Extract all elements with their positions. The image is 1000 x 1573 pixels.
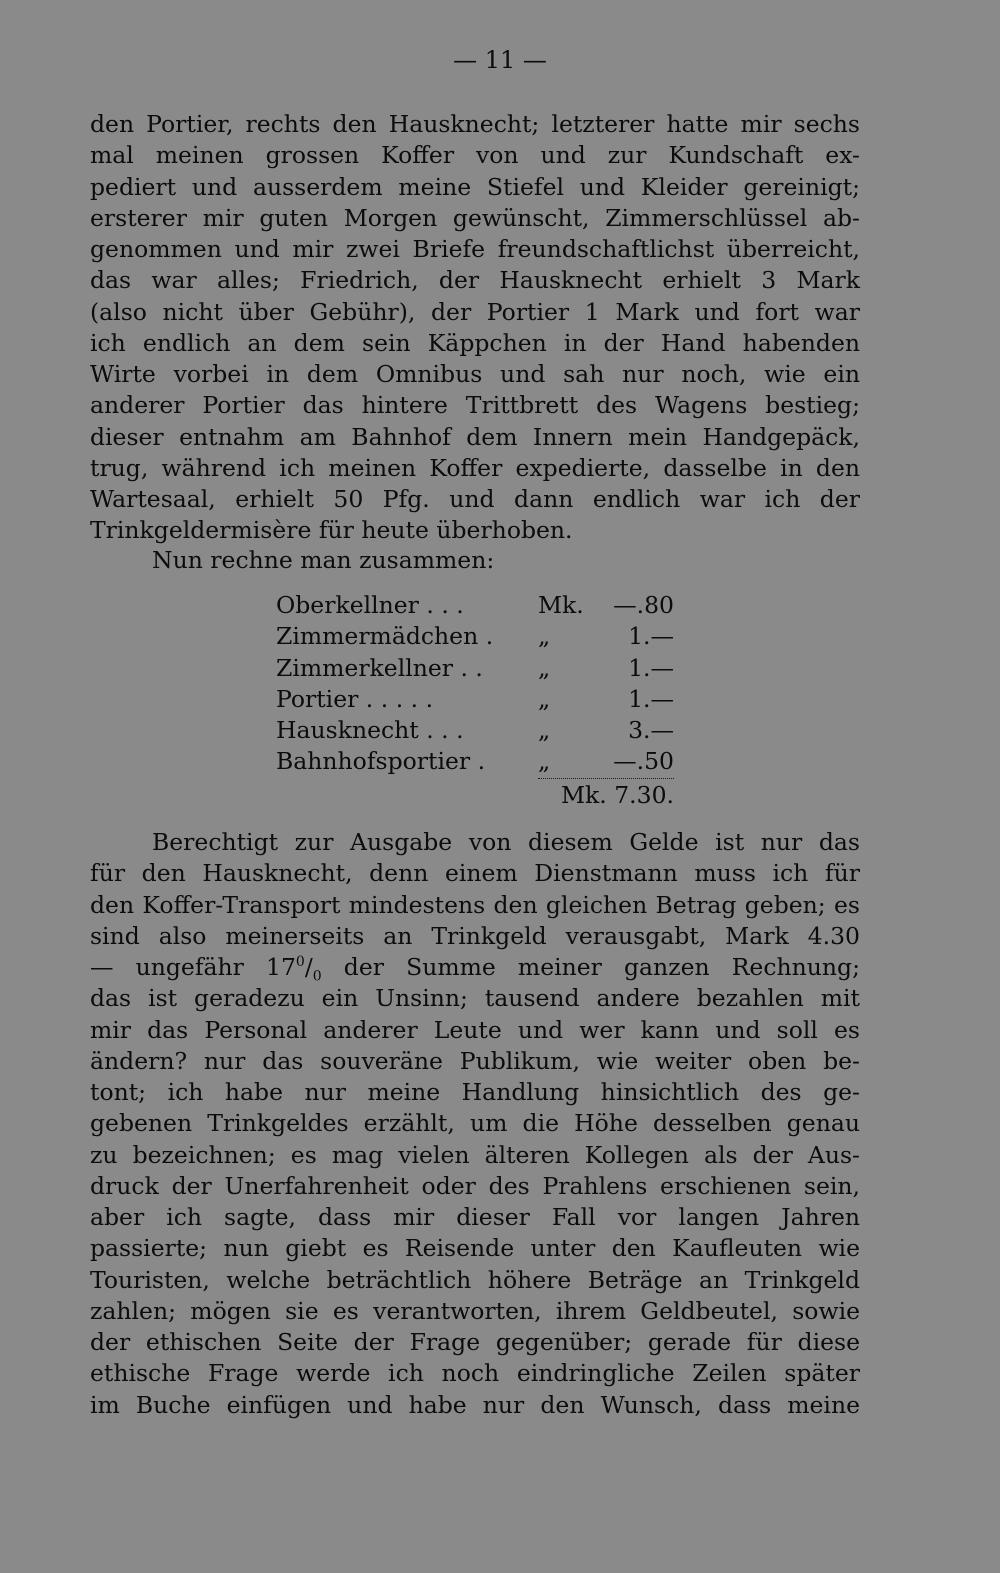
text-line: aber ich sagte, dass mir dieser Fall vor langen Jahren xyxy=(90,1203,860,1231)
tally-total-row xyxy=(276,778,696,814)
text-line: druck der Unerfahrenheit oder des Prahlens erschienen sein, xyxy=(90,1171,860,1200)
tally-row xyxy=(276,590,696,621)
text-line: zahlen; mögen sie es verantworten, ihrem Geldbeutel, sowie xyxy=(90,1296,860,1325)
text-line: Trinkgeldermisère für heute überhoben. xyxy=(90,516,573,545)
tally-amount: 1.— xyxy=(628,653,674,682)
tally-item: Bahnhofsportier . xyxy=(276,747,486,776)
text-line: mir das Personal anderer Leute und wer kann und soll es xyxy=(90,1015,860,1044)
paragraph-portier xyxy=(90,109,860,547)
tally-amount: 1.— xyxy=(628,622,674,651)
text-line: Wirte vorbei in dem Omnibus und sah nur noch, wie ein xyxy=(90,360,860,388)
text-line: ersterer mir guten Morgen gewünscht, Zimmerschlüssel ab- xyxy=(90,203,860,232)
tally-row xyxy=(276,653,696,684)
percent-slash: / xyxy=(304,953,313,981)
tally-row xyxy=(276,715,696,746)
tip-tally xyxy=(276,590,696,814)
text-line: ethische Frage werde ich noch eindringliche Zeilen später xyxy=(90,1359,860,1388)
text-line: (also nicht über Gebühr), der Portier 1 Mark und fort war xyxy=(90,297,860,326)
tally-item: Zimmerkellner . . xyxy=(276,653,483,682)
text-line: zu bezeichnen; es mag vielen älteren Kollegen als der Aus- xyxy=(90,1140,860,1169)
text-line: genommen und mir zwei Briefe freundschaftlichst überreicht, xyxy=(90,235,860,263)
text-line: Nun rechne man zusammen: xyxy=(152,546,495,574)
tally-item: Oberkellner . . . xyxy=(276,591,464,619)
text-line: Touristen, welche beträchtlich höhere Beträge an Trinkgeld xyxy=(90,1265,860,1294)
text-line: das ist geradezu ein Unsinn; tausend andere bezahlen mit xyxy=(90,984,860,1013)
percent-line-end: der Summe meiner ganzen Rechnung; xyxy=(321,953,860,981)
text-line: tont; ich habe nur meine Handlung hinsichtlich des ge- xyxy=(90,1078,860,1106)
paragraph-reflection xyxy=(90,827,860,1421)
text-line: Berechtigt zur Ausgabe von diesem Gelde ist nur das xyxy=(152,828,860,856)
tally-unit: Mk. xyxy=(538,591,584,619)
tally-amount: —.50 xyxy=(613,747,674,776)
tally-unit: „ xyxy=(538,653,551,682)
paragraph-sum-intro xyxy=(90,545,860,576)
percent-line-start: — ungefähr 17 xyxy=(90,953,296,981)
percent-sup: 0 xyxy=(295,954,305,971)
text-line: im Buche einfügen und habe nur den Wunsch, dass meine xyxy=(90,1390,860,1419)
tally-row xyxy=(276,621,696,652)
text-line: das war alles; Friedrich, der Hausknecht erhielt 3 Mark xyxy=(90,266,860,295)
sum-rule xyxy=(538,778,674,779)
text-line: den Koffer-Transport mindestens den gleichen Betrag geben; es xyxy=(90,890,860,919)
text-line: der ethischen Seite der Frage gegenüber; gerade für diese xyxy=(90,1328,860,1356)
text-line: mal meinen grossen Koffer von und zur Kundschaft ex- xyxy=(90,141,860,170)
text-line: ich endlich an dem sein Käppchen in der Hand habenden xyxy=(90,328,860,357)
text-line: gebenen Trinkgeldes erzählt, um die Höhe desselben genau xyxy=(90,1109,860,1138)
text-line: sind also meinerseits an Trinkgeld verausgabt, Mark 4.30 xyxy=(90,921,860,950)
percent-sub: 0 xyxy=(312,968,322,985)
text-line: trug, während ich meinen Koffer expedierte, dasselbe in den xyxy=(90,453,860,482)
text-line: für den Hausknecht, denn einem Dienstmann muss ich für xyxy=(90,859,860,888)
tally-total: Mk. 7.30. xyxy=(560,780,674,809)
tally-unit: „ xyxy=(538,747,551,776)
text-line: ändern? nur das souveräne Publikum, wie weiter oben be- xyxy=(90,1046,860,1075)
tally-item: Portier . . . . . xyxy=(276,684,434,713)
tally-row xyxy=(276,746,696,777)
tally-item: Zimmermädchen . xyxy=(276,622,494,651)
tally-unit: „ xyxy=(538,622,551,651)
tally-row xyxy=(276,684,696,715)
tally-amount: 3.— xyxy=(628,716,674,744)
tally-item: Hausknecht . . . xyxy=(276,716,464,744)
text-line: Wartesaal, erhielt 50 Pfg. und dann endlich war ich der xyxy=(90,485,860,513)
tally-amount: 1.— xyxy=(628,684,674,713)
text-line-percent xyxy=(90,952,860,983)
tally-unit: „ xyxy=(538,716,551,744)
text-line: anderer Portier das hintere Trittbrett des Wagens bestieg; xyxy=(90,391,860,420)
tally-amount: —.80 xyxy=(613,591,674,619)
page-number: — 11 — xyxy=(453,46,547,74)
text-line: pediert und ausserdem meine Stiefel und Kleider gereinigt; xyxy=(90,172,860,201)
tally-unit: „ xyxy=(538,684,551,713)
text-line: den Portier, rechts den Hausknecht; letzterer hatte mir sechs xyxy=(90,110,860,138)
text-line: dieser entnahm am Bahnhof dem Innern mein Handgepäck, xyxy=(90,422,860,451)
text-line: passierte; nun giebt es Reisende unter den Kaufleuten wie xyxy=(90,1234,860,1263)
